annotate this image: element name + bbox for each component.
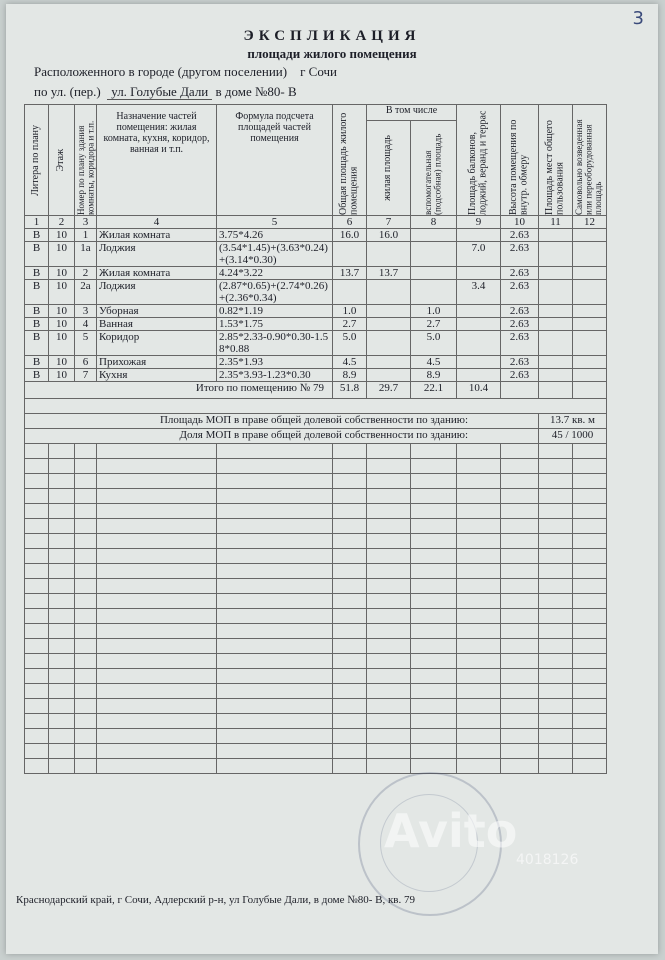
- house-value: в доме №80- В: [215, 84, 297, 99]
- cell-aux: [411, 242, 457, 267]
- mop-area-label: Площадь МОП в праве общей долевой собственности по зданию:: [25, 414, 539, 429]
- cell-room-no: 1а: [75, 242, 97, 267]
- cell-purpose: Прихожая: [97, 356, 217, 369]
- col-room-no-header: Номер по плану здания комнаты, коридора и т.п.: [75, 105, 97, 216]
- mop-area-row: [25, 414, 607, 429]
- totals-balcony: 10.4: [457, 382, 501, 399]
- cell-total: 2.7: [333, 318, 367, 331]
- blank-row: [25, 564, 607, 579]
- cell-room-no: 1: [75, 229, 97, 242]
- cell-aux: 1.0: [411, 305, 457, 318]
- col-number: 7: [367, 216, 411, 229]
- cell-balcony: 3.4: [457, 280, 501, 305]
- blank-row: [25, 444, 607, 459]
- cell-litera: В: [25, 229, 49, 242]
- cell-unauth: [573, 267, 607, 280]
- cell-purpose: Лоджия: [97, 280, 217, 305]
- cell-unauth: [573, 280, 607, 305]
- cell-common: [539, 331, 573, 356]
- mop-share-label: Доля МОП в праве общей долевой собственности по зданию:: [25, 429, 539, 444]
- column-numbers-row: [25, 216, 607, 229]
- blank-row: [25, 579, 607, 594]
- table-row: [25, 305, 607, 318]
- blank-row: [25, 714, 607, 729]
- cell-litera: В: [25, 331, 49, 356]
- col-unauth-header: Самовольно возведенная или переоборудованная площадь: [573, 105, 607, 216]
- cell-floor: 10: [49, 229, 75, 242]
- cell-purpose: Кухня: [97, 369, 217, 382]
- cell-common: [539, 356, 573, 369]
- cell-floor: 10: [49, 242, 75, 267]
- cell-litera: В: [25, 356, 49, 369]
- cell-unauth: [573, 331, 607, 356]
- cell-total: [333, 280, 367, 305]
- blank-row: [25, 684, 607, 699]
- cell-floor: 10: [49, 305, 75, 318]
- table-row: [25, 267, 607, 280]
- cell-purpose: Ванная: [97, 318, 217, 331]
- cell-floor: 10: [49, 280, 75, 305]
- blank-row: [25, 744, 607, 759]
- cell-total: 1.0: [333, 305, 367, 318]
- blank-row: [25, 594, 607, 609]
- cell-balcony: [457, 369, 501, 382]
- cell-room-no: 5: [75, 331, 97, 356]
- blank-row: [25, 504, 607, 519]
- table-row: [25, 280, 607, 305]
- cell-balcony: [457, 331, 501, 356]
- cell-aux: 4.5: [411, 356, 457, 369]
- city-value: г Сочи: [300, 64, 337, 79]
- cell-height: 2.63: [501, 305, 539, 318]
- cell-aux: [411, 229, 457, 242]
- col-number: 4: [97, 216, 217, 229]
- blank-row: [25, 474, 607, 489]
- cell-common: [539, 242, 573, 267]
- cell-common: [539, 318, 573, 331]
- street-value: ул. Голубые Дали: [107, 84, 212, 100]
- cell-unauth: [573, 242, 607, 267]
- cell-purpose: Коридор: [97, 331, 217, 356]
- col-number: 2: [49, 216, 75, 229]
- table-row: [25, 229, 607, 242]
- cell-purpose: Уборная: [97, 305, 217, 318]
- header-row: [25, 105, 607, 121]
- cell-unauth: [573, 229, 607, 242]
- blank-row: [25, 489, 607, 504]
- cell-room-no: 4: [75, 318, 97, 331]
- page-number: 3: [632, 8, 644, 29]
- cell-formula: (2.87*0.65)+(2.74*0.26)+(2.36*0.34): [217, 280, 333, 305]
- col-incl-header: В том числе: [367, 105, 457, 121]
- cell-litera: В: [25, 280, 49, 305]
- cell-room-no: 2: [75, 267, 97, 280]
- cell-common: [539, 229, 573, 242]
- cell-balcony: [457, 305, 501, 318]
- col-purpose-header: Назначение частей помещения: жилая комната, кухня, коридор, ванная и т.п.: [97, 105, 217, 216]
- col-number: 3: [75, 216, 97, 229]
- cell-unauth: [573, 318, 607, 331]
- cell-height: 2.63: [501, 229, 539, 242]
- col-number: 5: [217, 216, 333, 229]
- cell-height: 2.63: [501, 331, 539, 356]
- blank-row: [25, 759, 607, 774]
- mop-share-value: 45 / 1000: [539, 429, 607, 444]
- footer-address: Краснодарский край, г Сочи, Адлерский р-н, ул Голубые Дали, в доме №80- В, кв. 79: [16, 894, 415, 906]
- totals-aux: 22.1: [411, 382, 457, 399]
- col-aux-header: вспомогательная (подсобная) площадь: [411, 121, 457, 216]
- cell-height: 2.63: [501, 356, 539, 369]
- cell-formula: 0.82*1.19: [217, 305, 333, 318]
- watermark-logo: Avito: [384, 804, 518, 858]
- col-common-header: Площадь мест общего пользования: [539, 105, 573, 216]
- cell-formula: 1.53*1.75: [217, 318, 333, 331]
- blank-row: [25, 549, 607, 564]
- cell-living: [367, 280, 411, 305]
- totals-label: Итого по помещению № 79: [25, 382, 333, 399]
- cell-purpose: Жилая комната: [97, 267, 217, 280]
- blank-row: [25, 609, 607, 624]
- cell-total: 13.7: [333, 267, 367, 280]
- street-label: по ул. (пер.): [34, 84, 101, 99]
- cell-purpose: Лоджия: [97, 242, 217, 267]
- cell-aux: [411, 280, 457, 305]
- col-number: 11: [539, 216, 573, 229]
- explication-table: [24, 104, 607, 774]
- mop-share-row: [25, 429, 607, 444]
- cell-unauth: [573, 356, 607, 369]
- cell-formula: 3.75*4.26: [217, 229, 333, 242]
- col-balcony-header: Площадь балконов, лоджий, веранд и террас: [457, 105, 501, 216]
- col-number: 12: [573, 216, 607, 229]
- cell-balcony: [457, 318, 501, 331]
- cell-formula: 2.35*3.93-1.23*0.30: [217, 369, 333, 382]
- cell-living: [367, 318, 411, 331]
- cell-aux: 8.9: [411, 369, 457, 382]
- table-row: [25, 331, 607, 356]
- document-title: ЭКСПЛИКАЦИЯ: [243, 28, 421, 44]
- totals-row: [25, 382, 607, 399]
- cell-litera: В: [25, 369, 49, 382]
- col-floor-header: Этаж: [49, 105, 75, 216]
- cell-total: 4.5: [333, 356, 367, 369]
- cell-common: [539, 369, 573, 382]
- cell-height: 2.63: [501, 267, 539, 280]
- blank-row: [25, 669, 607, 684]
- cell-room-no: 2а: [75, 280, 97, 305]
- cell-floor: 10: [49, 318, 75, 331]
- col-formula-header: Формула подсчета площадей частей помещения: [217, 105, 333, 216]
- cell-aux: 5.0: [411, 331, 457, 356]
- document-subtitle: площади жилого помещения: [247, 46, 417, 61]
- location-line: [34, 64, 337, 80]
- col-number: 8: [411, 216, 457, 229]
- table-row: [25, 369, 607, 382]
- col-living-header: жилая площадь: [367, 121, 411, 216]
- cell-balcony: [457, 267, 501, 280]
- cell-unauth: [573, 369, 607, 382]
- cell-total: 8.9: [333, 369, 367, 382]
- col-height-header: Высота помещения по внутр. обмеру: [501, 105, 539, 216]
- cell-formula: 2.85*2.33-0.90*0.30-1.58*0.88: [217, 331, 333, 356]
- address-line: [34, 84, 297, 100]
- cell-height: 2.63: [501, 280, 539, 305]
- watermark-id: 4018126: [516, 852, 579, 868]
- cell-living: [367, 305, 411, 318]
- cell-balcony: [457, 229, 501, 242]
- col-number: 6: [333, 216, 367, 229]
- cell-total: 5.0: [333, 331, 367, 356]
- cell-unauth: [573, 305, 607, 318]
- cell-litera: В: [25, 318, 49, 331]
- cell-living: 16.0: [367, 229, 411, 242]
- blank-row: [25, 699, 607, 714]
- cell-balcony: 7.0: [457, 242, 501, 267]
- cell-room-no: 3: [75, 305, 97, 318]
- cell-height: 2.63: [501, 369, 539, 382]
- cell-total: 16.0: [333, 229, 367, 242]
- mop-area-value: 13.7 кв. м: [539, 414, 607, 429]
- blank-row: [25, 639, 607, 654]
- cell-formula: (3.54*1.45)+(3.63*0.24)+(3.14*0.30): [217, 242, 333, 267]
- cell-aux: [411, 267, 457, 280]
- table-row: [25, 242, 607, 267]
- table-row: [25, 356, 607, 369]
- blank-row: [25, 729, 607, 744]
- cell-litera: В: [25, 267, 49, 280]
- cell-living: [367, 242, 411, 267]
- cell-living: [367, 356, 411, 369]
- col-total-header: Общая площадь жилого помещения: [333, 105, 367, 216]
- col-litera-header: Литера по плану: [25, 105, 49, 216]
- table-row: [25, 318, 607, 331]
- col-number: 10: [501, 216, 539, 229]
- blank-row: [25, 624, 607, 639]
- cell-floor: 10: [49, 331, 75, 356]
- blank-row: [25, 534, 607, 549]
- cell-living: [367, 331, 411, 356]
- cell-height: 2.63: [501, 318, 539, 331]
- cell-floor: 10: [49, 267, 75, 280]
- totals-total: 51.8: [333, 382, 367, 399]
- cell-living: [367, 369, 411, 382]
- blank-row: [25, 459, 607, 474]
- cell-common: [539, 267, 573, 280]
- cell-common: [539, 280, 573, 305]
- totals-living: 29.7: [367, 382, 411, 399]
- document-sheet: [6, 4, 658, 954]
- cell-living: 13.7: [367, 267, 411, 280]
- cell-room-no: 6: [75, 356, 97, 369]
- cell-aux: 2.7: [411, 318, 457, 331]
- cell-litera: В: [25, 242, 49, 267]
- cell-height: 2.63: [501, 242, 539, 267]
- cell-common: [539, 305, 573, 318]
- spacer-row: [25, 399, 607, 414]
- cell-formula: 4.24*3.22: [217, 267, 333, 280]
- cell-litera: В: [25, 305, 49, 318]
- col-number: 1: [25, 216, 49, 229]
- cell-floor: 10: [49, 356, 75, 369]
- location-label: Расположенного в городе (другом поселении): [34, 64, 288, 79]
- cell-room-no: 7: [75, 369, 97, 382]
- cell-formula: 2.35*1.93: [217, 356, 333, 369]
- cell-floor: 10: [49, 369, 75, 382]
- blank-row: [25, 519, 607, 534]
- blank-row: [25, 654, 607, 669]
- cell-balcony: [457, 356, 501, 369]
- col-number: 9: [457, 216, 501, 229]
- cell-total: [333, 242, 367, 267]
- cell-purpose: Жилая комната: [97, 229, 217, 242]
